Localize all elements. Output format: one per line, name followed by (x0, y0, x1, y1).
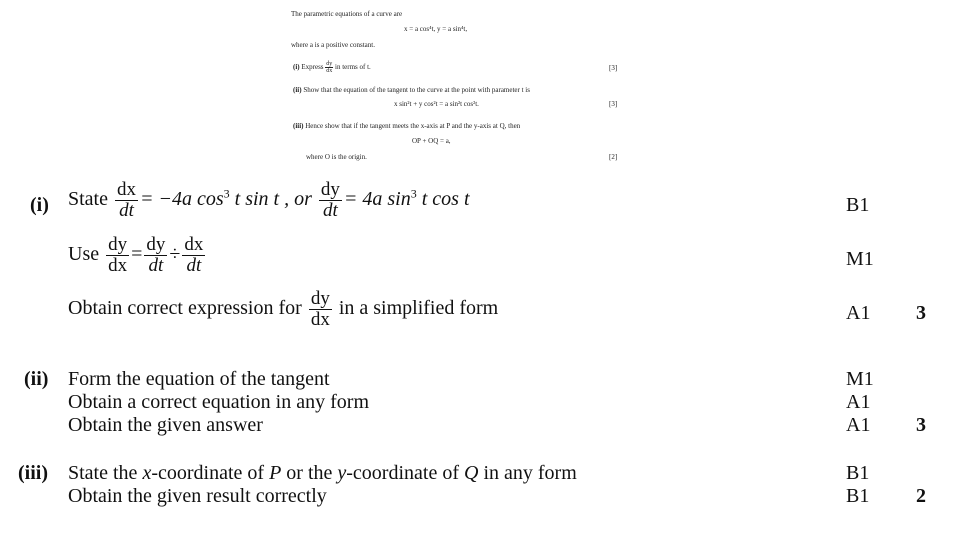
total-ii: 3 (916, 414, 926, 436)
scheme-iii-line2: Obtain the given result correctly (68, 485, 327, 507)
part-text: Show that the equation of the tangent to the curve at the point with parameter t is (303, 86, 530, 94)
marks-iii: [2] (609, 153, 618, 161)
scheme-ii-line3: Obtain the given answer (68, 414, 263, 436)
mark-i-2: M1 (846, 248, 874, 270)
scheme-label-i: (i) (30, 194, 49, 216)
marks-i: [3] (609, 64, 618, 72)
tangent-equation: x sin²t + y cos²t = a sin²t cos²t. (394, 100, 479, 108)
scheme-iii-line1: State the x-coordinate of P or the y-coordinate of Q in any form (68, 462, 577, 484)
total-i: 3 (916, 302, 926, 324)
use-text: Use (68, 243, 100, 266)
dy-dt-expression: = 4a sin (343, 188, 411, 211)
obtain-text: Obtain correct expression for (68, 297, 302, 320)
question-part-ii (293, 86, 530, 94)
dy-dt-fraction: $\frac{dy}{dt}$ (320, 179, 340, 221)
mark-ii-2: A1 (846, 391, 871, 413)
dy-dx-fraction: $\frac{dy}{dx}$ (326, 61, 333, 74)
dy-dx-fraction: $\frac{dy}{dx}$ (310, 288, 330, 330)
scheme-label-iii: (iii) (18, 462, 48, 484)
part-label: (iii) (293, 122, 304, 130)
mark-i-3: A1 (846, 302, 871, 324)
dx-dt-fraction: $\frac{dx}{dt}$ (117, 179, 136, 221)
mark-iii-1: B1 (846, 462, 870, 484)
dy-dx-fraction: $\frac{dy}{dx}$ (108, 234, 128, 276)
dy-dt-fraction: $\frac{dy}{dt}$ (146, 234, 166, 276)
parametric-equations: x = a cos⁴t, y = a sin⁴t, (404, 25, 468, 33)
total-iii: 2 (916, 485, 926, 507)
part-label: (ii) (293, 86, 302, 94)
constant-note: where a is a positive constant. (291, 41, 375, 49)
scheme-ii-line1: Form the equation of the tangent (68, 368, 330, 390)
op-oq-equation: OP + OQ = a, (412, 137, 451, 145)
scheme-i-line2: Use $\frac{dy}{dx}$ = $\frac{dy}{dt}$ ÷ $\frac{dx}{dt}$ (68, 234, 204, 276)
question-intro: The parametric equations of a curve are (291, 10, 403, 18)
mark-i-1: B1 (846, 194, 870, 216)
dx-dt-expression: = −4a cos (140, 188, 224, 211)
dx-dt-fraction: $\frac{dx}{dt}$ (184, 234, 204, 276)
question-part-i (293, 61, 371, 74)
part-text-after: in terms of t. (335, 63, 371, 72)
mark-iii-2: B1 (846, 485, 870, 507)
question-part-iii (293, 122, 520, 130)
scheme-i-line1: State $\frac{dx}{dt}$ = −4a $\cos^3 t$ sin t , or $\frac{dy}{dt}$ = 4a $\sin^3 t$ cos t (68, 179, 470, 221)
origin-note: where O is the origin. (306, 153, 367, 161)
part-text: Hence show that if the tangent meets the x-axis at P and the y-axis at Q, then (305, 122, 521, 130)
marks-ii: [3] (609, 100, 618, 108)
state-text: State (68, 188, 108, 211)
part-text: Express (301, 63, 324, 72)
mark-ii-3: A1 (846, 414, 871, 436)
scheme-i-line3 (68, 289, 498, 330)
mark-ii-1: M1 (846, 368, 874, 390)
scheme-ii-line2: Obtain a correct equation in any form (68, 391, 369, 413)
part-label: (i) (293, 63, 300, 72)
scheme-label-ii: (ii) (24, 368, 49, 390)
simplified-text: in a simplified form (338, 297, 499, 320)
